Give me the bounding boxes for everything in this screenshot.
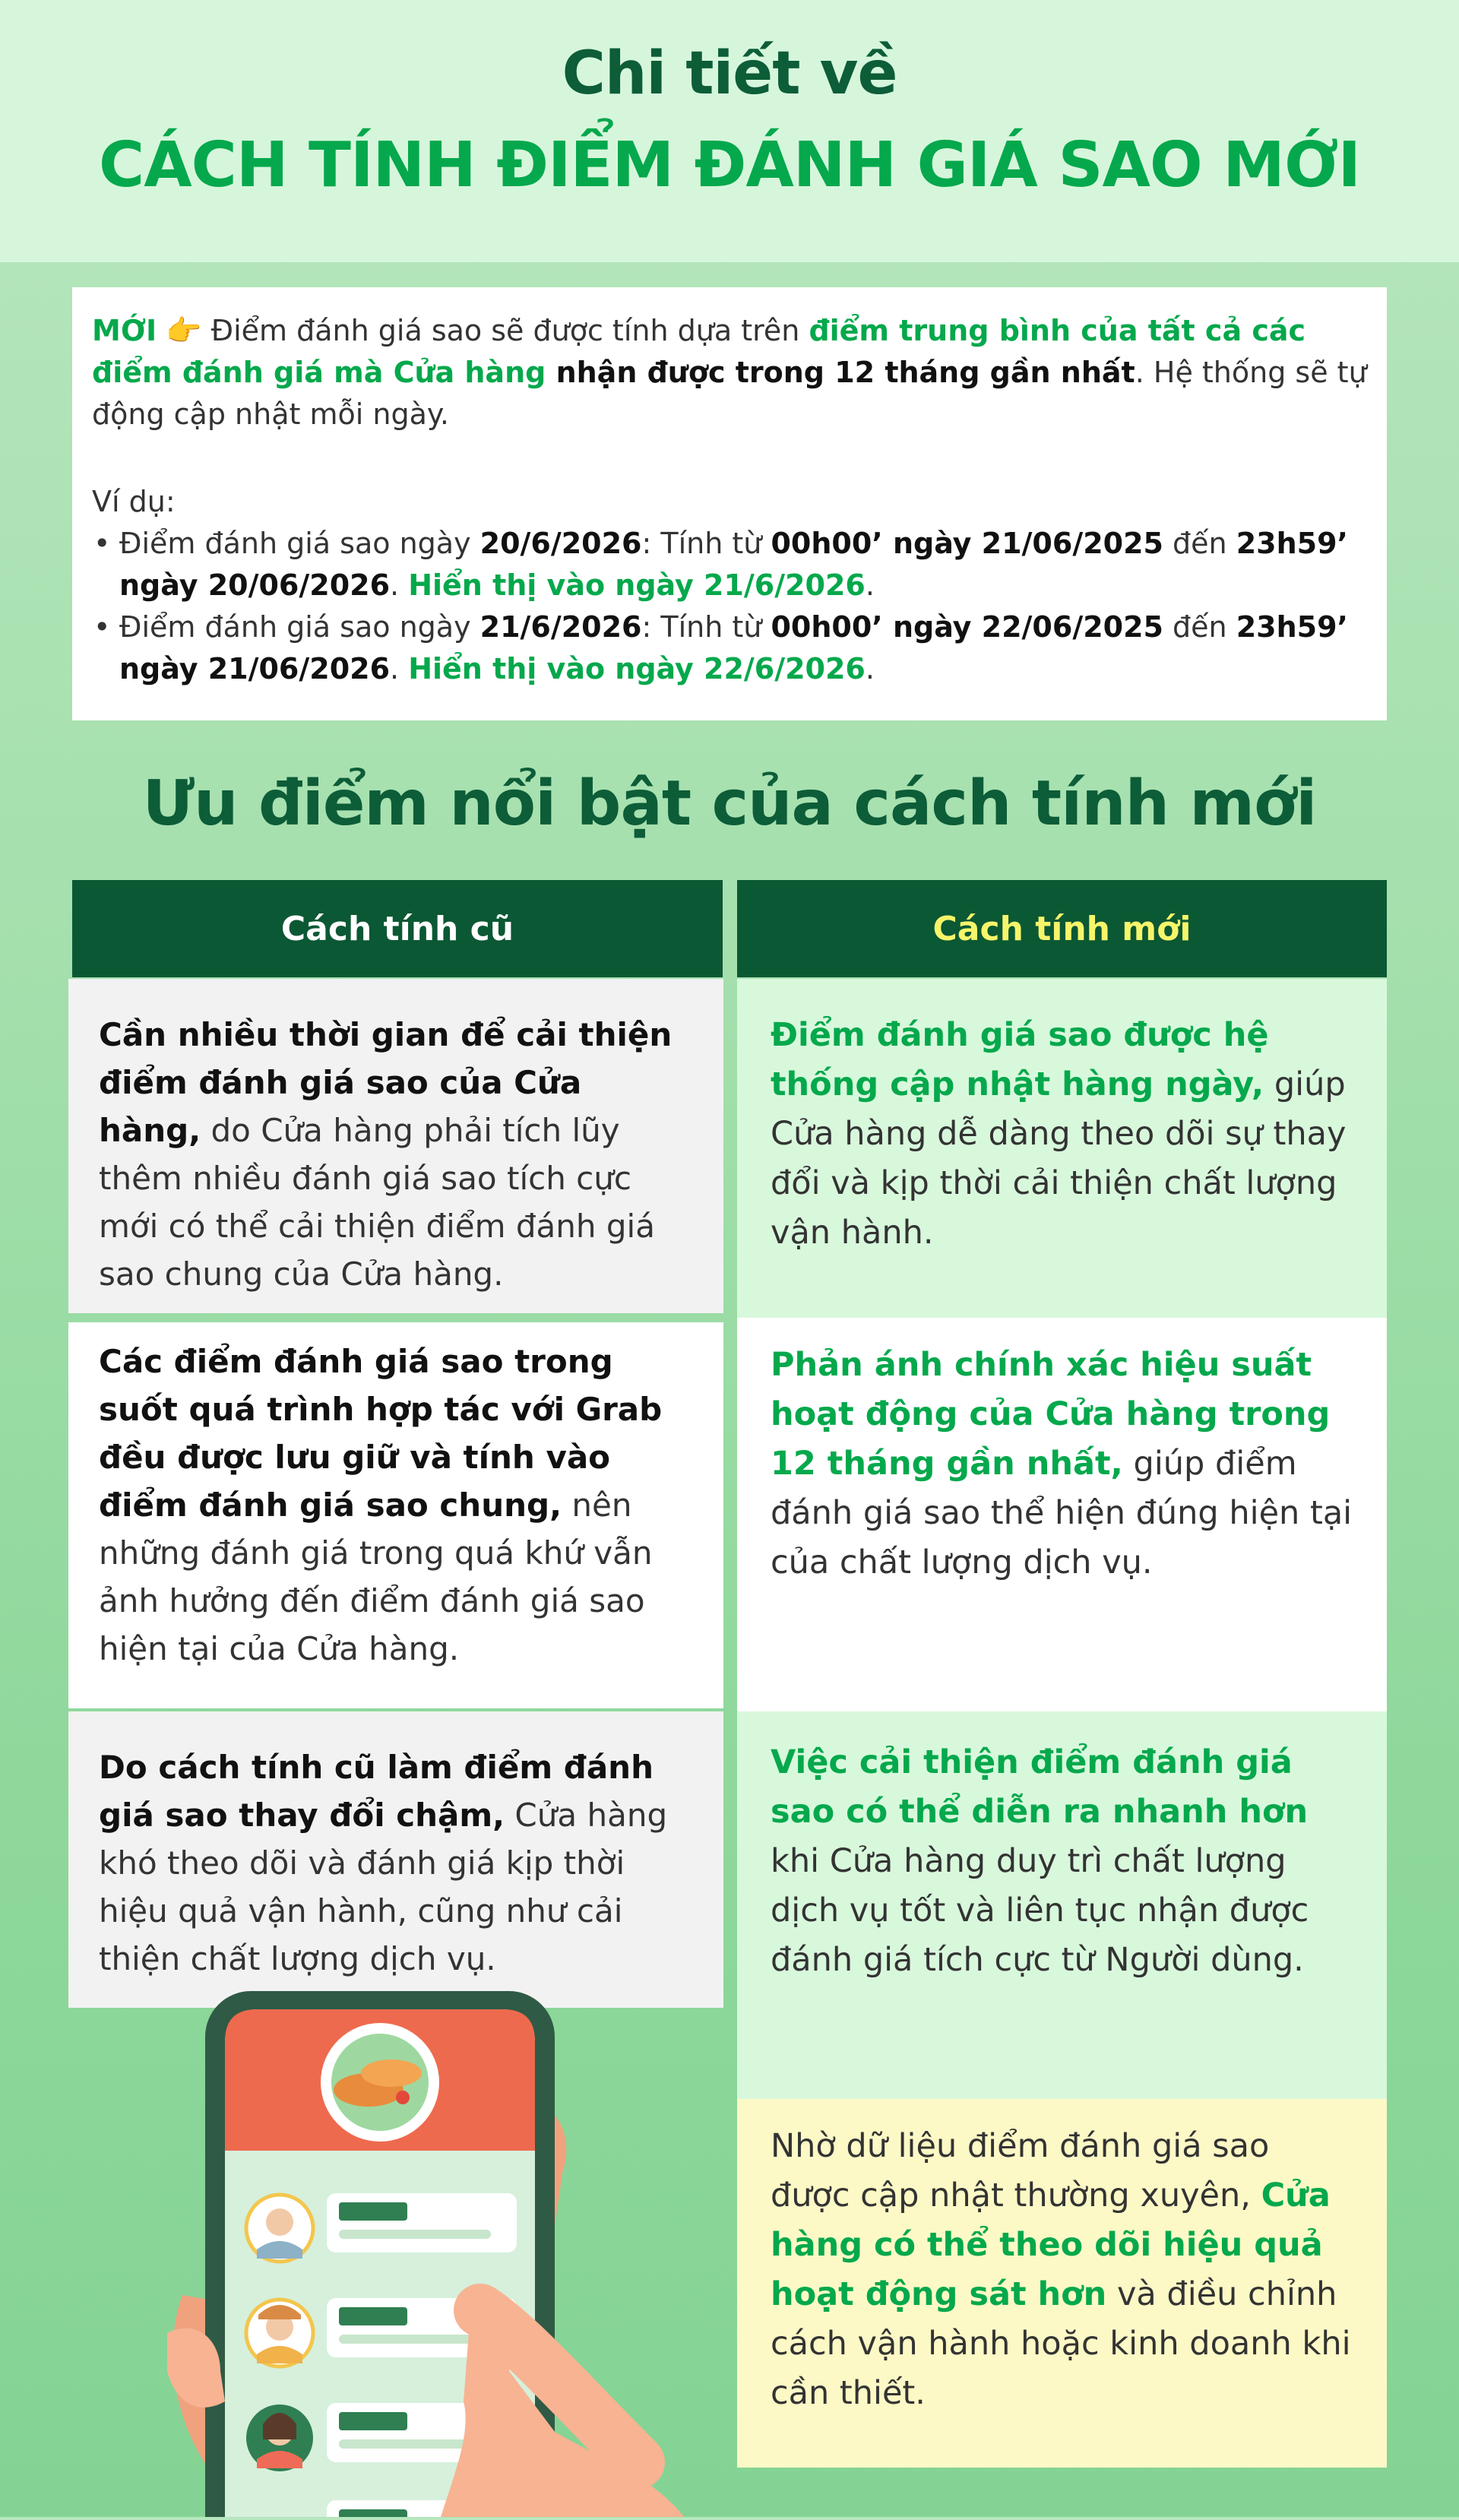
pointing-hand-icon: 👉 [166, 314, 202, 347]
new-label: MỚI [92, 314, 157, 347]
title-line-2: CÁCH TÍNH ĐIỂM ĐÁNH GIÁ SAO MỚI [99, 129, 1360, 201]
new-row-4: Nhờ dữ liệu điểm đánh giá sao được cập nhật thường xuyên, Cửa hàng có thể theo dõi hiệu quả hoạt động sát hơn và điều chỉnh cách vận hành hoặc kinh doanh khi cần thiết. [737, 2099, 1387, 2468]
title-line-1: Chi tiết về [562, 40, 897, 108]
example-item: • Điểm đánh giá sao ngày 21/6/2026: Tính từ 00h00’ ngày 22/06/2025 đến 23h59’ ngày 21/06/2026. Hiển thị vào ngày 22/6/2026. [92, 606, 1370, 690]
phone-with-reviews-icon [152, 1976, 805, 2517]
new-row-3: Việc cải thiện điểm đánh giá sao có thể diễn ra nhanh hơn khi Cửa hàng duy trì chất lượng dịch vụ tốt và liên tục nhận được đánh giá tích cực từ Người dùng. [737, 1711, 1387, 2099]
old-row-1: Cần nhiều thời gian để cải thiện điểm đánh giá sao của Cửa hàng, do Cửa hàng phải tích lũy thêm nhiều đánh giá sao tích cực mới có thể cải thiện điểm đánh giá sao chung của Cửa hàng. [68, 979, 723, 1313]
intro-box [72, 287, 1387, 720]
advantages-title: Ưu điểm nổi bật của cách tính mới [142, 768, 1317, 840]
example-item: • Điểm đánh giá sao ngày 20/6/2026: Tính từ 00h00’ ngày 21/06/2025 đến 23h59’ ngày 20/06/2026. Hiển thị vào ngày 21/6/2026. [92, 523, 1370, 606]
phone-illustration [152, 1976, 805, 2517]
old-row-3: Do cách tính cũ làm điểm đánh giá sao thay đổi chậm, Cửa hàng khó theo dõi và đánh giá kịp thời hiệu quả vận hành, cũng như cải thiện chất lượng dịch vụ. [68, 1711, 723, 2008]
new-row-2: Phản ánh chính xác hiệu suất hoạt động của Cửa hàng trong 12 tháng gần nhất, giúp điểm đánh giá sao thể hiện đúng hiện tại của chất lượng dịch vụ. [737, 1318, 1387, 1711]
old-row-2: Các điểm đánh giá sao trong suốt quá trình hợp tác với Grab đều được lưu giữ và tính vào điểm đánh giá sao chung, nên những đánh giá trong quá khứ vẫn ảnh hưởng đến điểm đánh giá sao hiện tại của Cửa hàng. [68, 1322, 723, 1708]
new-row-1: Điểm đánh giá sao được hệ thống cập nhật hàng ngày, giúp Cửa hàng dễ dàng theo dõi sự thay đổi và kịp thời cải thiện chất lượng vận hành. [737, 979, 1387, 1318]
new-method-header: Cách tính mới [737, 880, 1387, 977]
header-banner [0, 0, 1459, 262]
example-label: Ví dụ: [92, 485, 176, 518]
intro-paragraph: MỚI 👉 Điểm đánh giá sao sẽ được tính dựa trên điểm trung bình của tất cả các điểm đánh giá mà Cửa hàng nhận được trong 12 tháng gần nhất. Hệ thống sẽ tự động cập nhật mỗi ngày. [92, 314, 1367, 431]
old-method-header: Cách tính cũ [72, 880, 723, 977]
